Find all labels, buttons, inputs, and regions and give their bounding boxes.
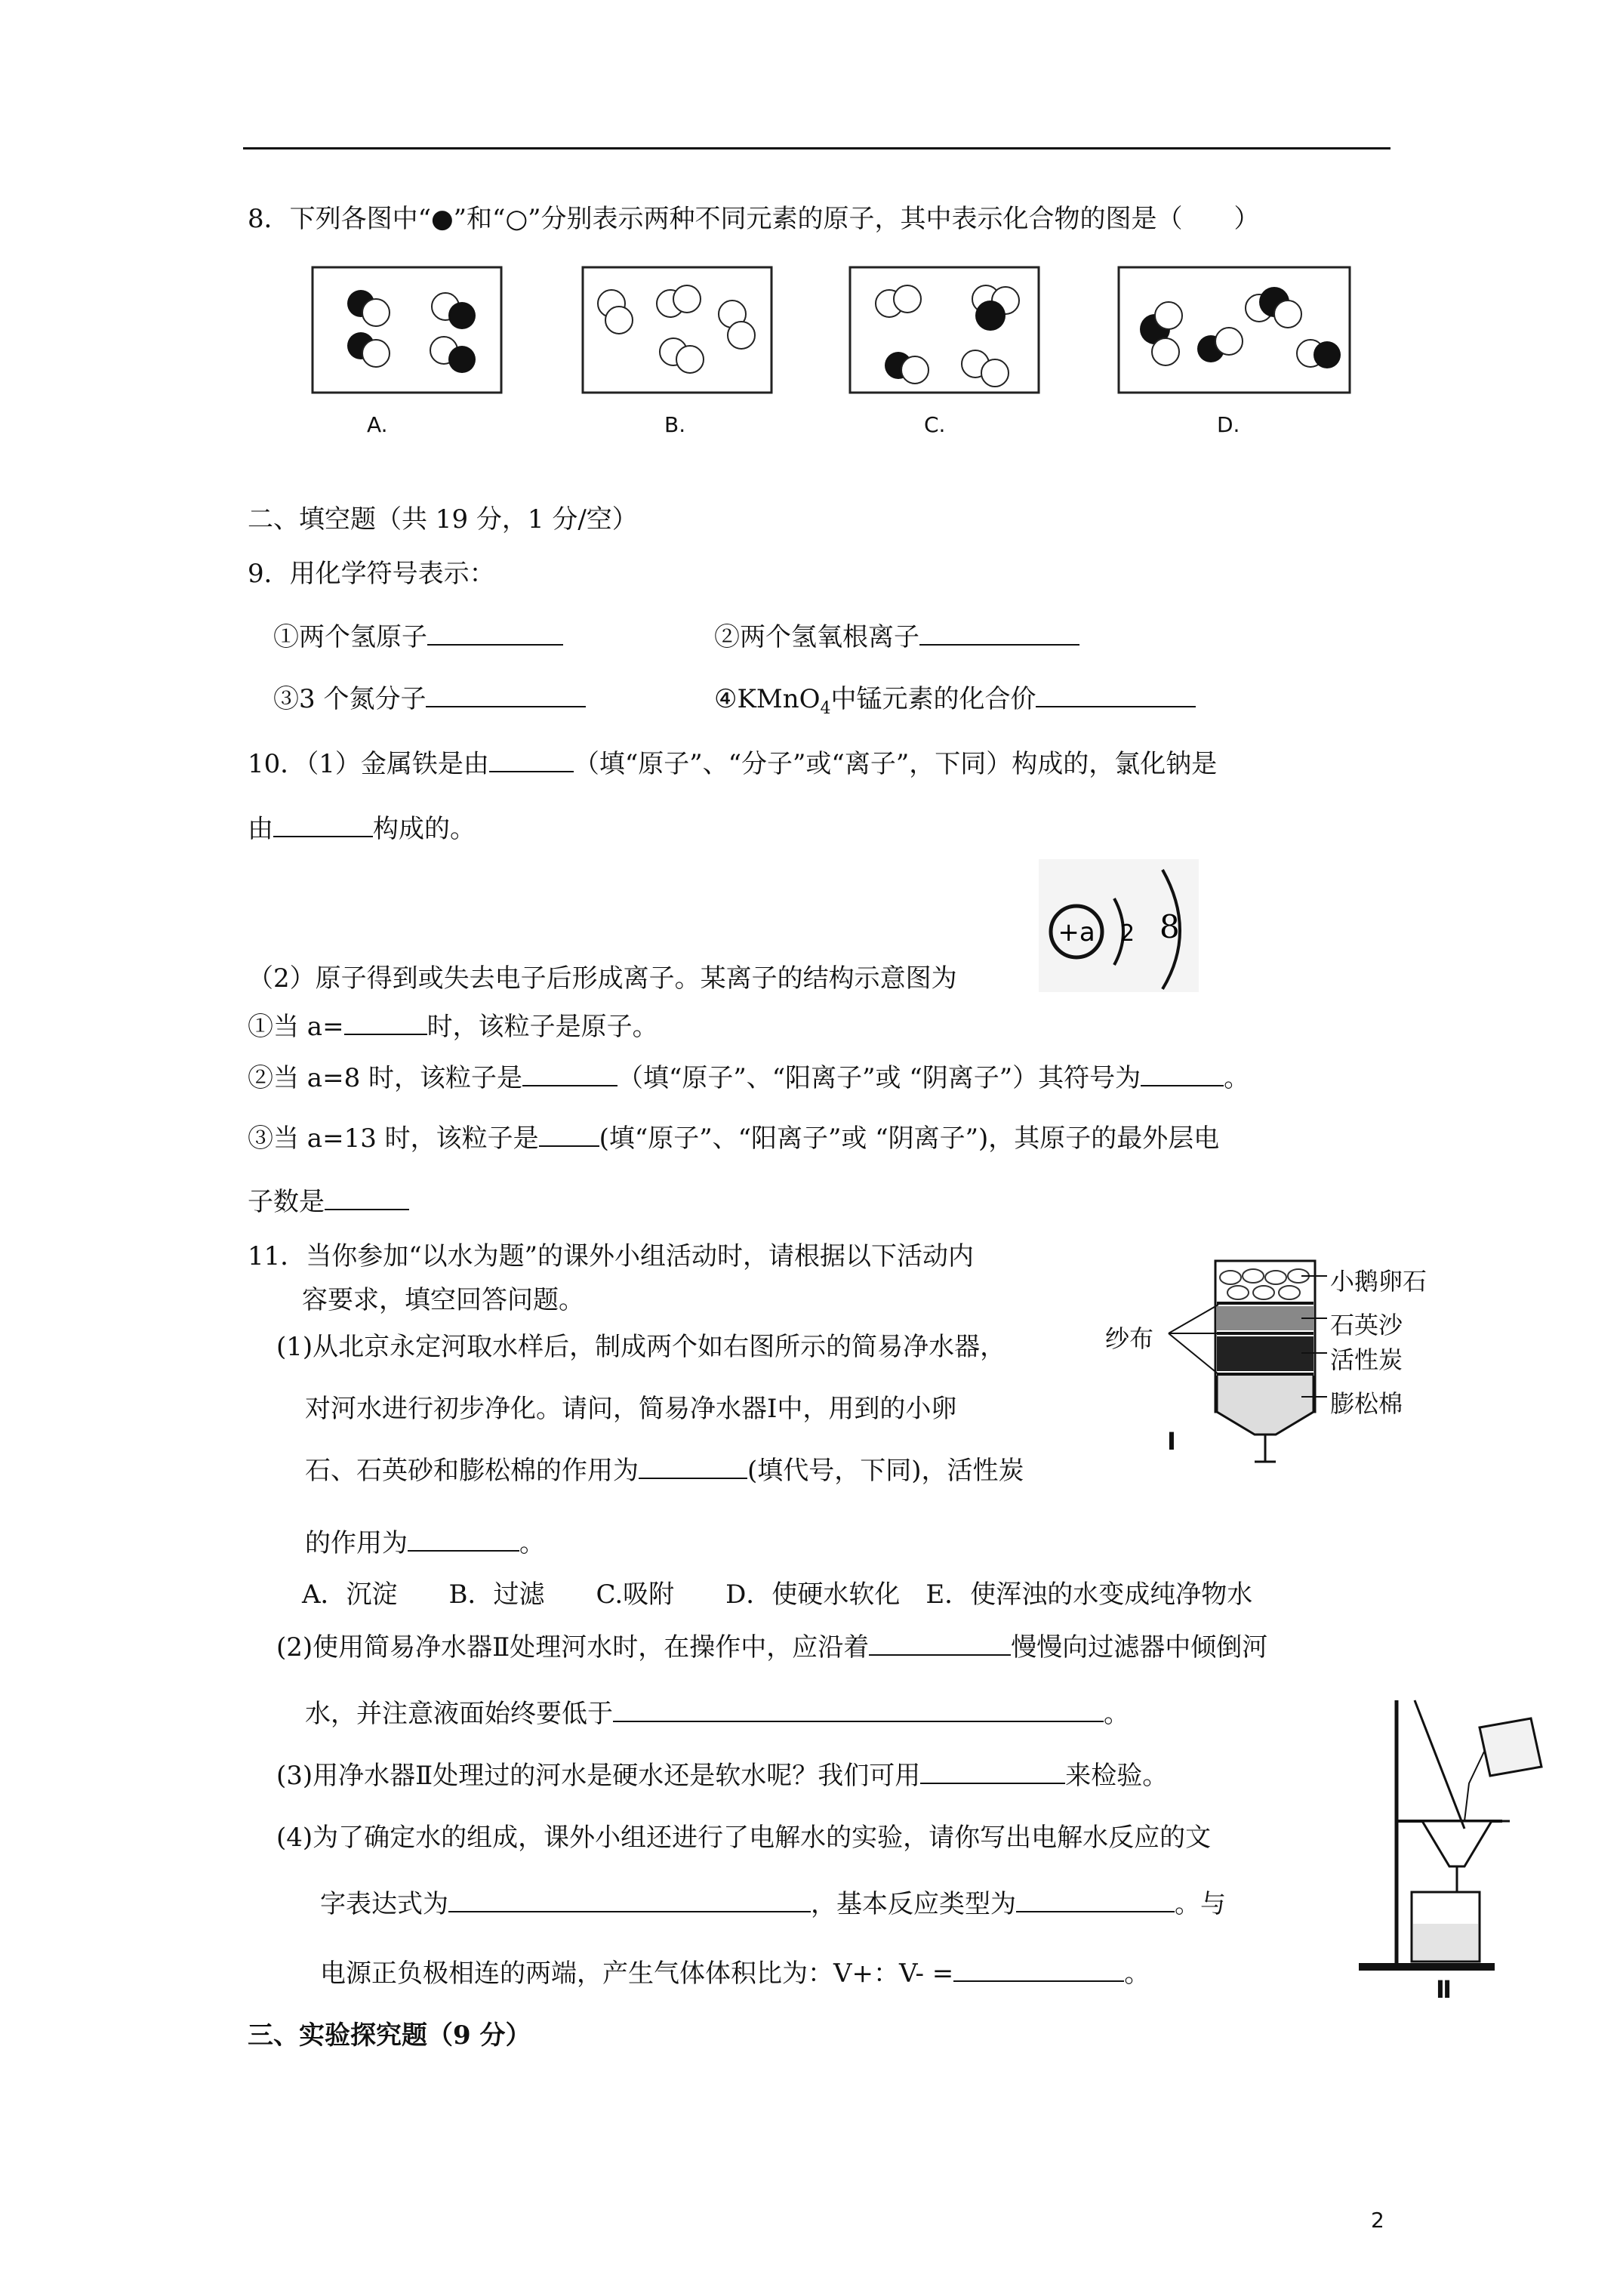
answer-blank[interactable]: [448, 1888, 811, 1912]
q9-stem: 9．用化学符号表示：: [248, 559, 495, 589]
q11-line3: (1)从北京永定河取水样后，制成两个如右图所示的简易净水器，: [276, 1332, 1006, 1362]
q9-item2: ②两个氢氧根离子: [714, 621, 1079, 654]
q8-figures: [311, 266, 1353, 444]
water-purifier-figure-2: [1351, 1685, 1563, 2010]
q8-stem: 8．下列各图中“●”和“○”分别表示两种不同元素的原子，其中表示化合物的图是（ ）: [248, 204, 1260, 234]
q10-line4: ①当 a= 时，该粒子是原子。: [248, 1012, 658, 1042]
water-purifier-figure-1: [1104, 1253, 1436, 1480]
option-c-label: C.: [924, 412, 946, 437]
q11-line1: 11．当你参加“以水为题”的课外小组活动时，请根据以下活动内: [248, 1241, 975, 1271]
q11-options: A．沉淀 B．过滤 C.吸附 D．使硬水软化 E．使浑浊的水变成纯净物水: [302, 1579, 1253, 1610]
answer-blank[interactable]: [489, 748, 574, 772]
option-d-label: D.: [1217, 412, 1240, 437]
answer-blank[interactable]: [344, 1011, 427, 1035]
answer-blank[interactable]: [1141, 1062, 1224, 1086]
answer-blank[interactable]: [869, 1632, 1011, 1656]
option-c-figure: [850, 267, 1039, 393]
q10-line6: ③当 a=13 时，该粒子是 (填“原子”、“阳离子”或 “阴离子”)，其原子的最外层电: [248, 1123, 1220, 1154]
q11-line10: (3)用净水器Ⅱ处理过的河水是硬水还是软水呢？我们可用 来检验。: [276, 1761, 1169, 1791]
answer-blank[interactable]: [522, 1062, 617, 1086]
answer-blank[interactable]: [325, 1186, 409, 1210]
shell2-electrons: 8: [1160, 908, 1180, 945]
q10-line3: （2）原子得到或失去电子后形成离子。某离子的结构示意图为: [248, 963, 957, 994]
ion-structure-diagram: [1039, 859, 1199, 992]
answer-blank[interactable]: [639, 1455, 747, 1479]
answer-blank[interactable]: [408, 1527, 519, 1552]
q9-item4: ④KMnO$_4$中锰元素的化合价: [714, 683, 1196, 726]
option-a-figure: [313, 267, 501, 393]
q11-line9: 水，并注意液面始终要低于 。: [305, 1699, 1129, 1729]
q10-line5: ②当 a=8 时，该粒子是 （填“原子”、“阳离子”或 “阴离子”）其符号为 。: [248, 1063, 1250, 1093]
q11-line13: 电源正负极相连的两端，产生气体体积比为：V+：V- = 。: [320, 1959, 1150, 1989]
answer-blank[interactable]: [953, 1958, 1124, 1982]
header-rule: [243, 147, 1390, 149]
option-a-label: A.: [367, 412, 388, 437]
answer-blank[interactable]: [613, 1698, 1104, 1722]
nucleus-charge: +a: [1058, 917, 1095, 948]
figure-1-number: Ⅰ: [1167, 1427, 1176, 1456]
q9-item3: ③3 个氮分子: [273, 683, 586, 716]
answer-blank[interactable]: [920, 1760, 1065, 1784]
answer-blank[interactable]: [273, 813, 373, 837]
q11-line2: 容要求，填空回答问题。: [302, 1285, 584, 1315]
label-gauze: 纱布: [1105, 1324, 1154, 1353]
answer-blank[interactable]: [919, 621, 1079, 646]
section2-title: 二、填空题（共 19 分，1 分/空）: [248, 504, 638, 535]
answer-blank[interactable]: [1036, 683, 1196, 707]
page-number: 2: [1371, 2208, 1384, 2233]
label-activated-carbon: 活性炭: [1330, 1345, 1403, 1374]
q10-line7: 子数是: [248, 1185, 409, 1219]
shell1-electrons: 2: [1120, 920, 1135, 947]
figure-2-number: Ⅱ: [1436, 1975, 1452, 2004]
option-b-figure: [583, 267, 771, 393]
q10-line2: 由 构成的。: [248, 814, 476, 844]
q11-line8: (2)使用简易净水器Ⅱ处理河水时，在操作中，应沿着 慢慢向过滤器中倾倒河: [276, 1632, 1268, 1663]
q11-line11: (4)为了确定水的组成，课外小组还进行了电解水的实验，请你写出电解水反应的文: [276, 1823, 1212, 1853]
option-d-figure: [1119, 267, 1350, 393]
label-quartz-sand: 石英沙: [1330, 1311, 1403, 1339]
q11-line6: 的作用为 。: [305, 1528, 545, 1558]
q10-line1: 10．（1）金属铁是由 （填“原子”、“分子”或“离子”，下同）构成的，氯化钠是: [248, 749, 1218, 779]
q9-item1: ①两个氢原子: [273, 621, 563, 654]
section3-title: 三、实验探究题（9 分）: [248, 2020, 531, 2051]
option-b-label: B.: [664, 412, 686, 437]
answer-blank[interactable]: [539, 1123, 599, 1147]
answer-blank[interactable]: [427, 621, 563, 646]
label-pebbles: 小鹅卵石: [1330, 1267, 1427, 1296]
answer-blank[interactable]: [426, 683, 586, 707]
q11-line5: 石、石英砂和膨松棉的作用为 (填代号，下同)，活性炭: [305, 1456, 1024, 1486]
q11-line12: 字表达式为 ，基本反应类型为 。与: [320, 1889, 1226, 1919]
label-cotton: 膨松棉: [1330, 1389, 1403, 1418]
q11-line4: 对河水进行初步净化。请问，简易净水器Ⅰ中，用到的小卵: [305, 1394, 957, 1424]
answer-blank[interactable]: [1016, 1888, 1175, 1912]
